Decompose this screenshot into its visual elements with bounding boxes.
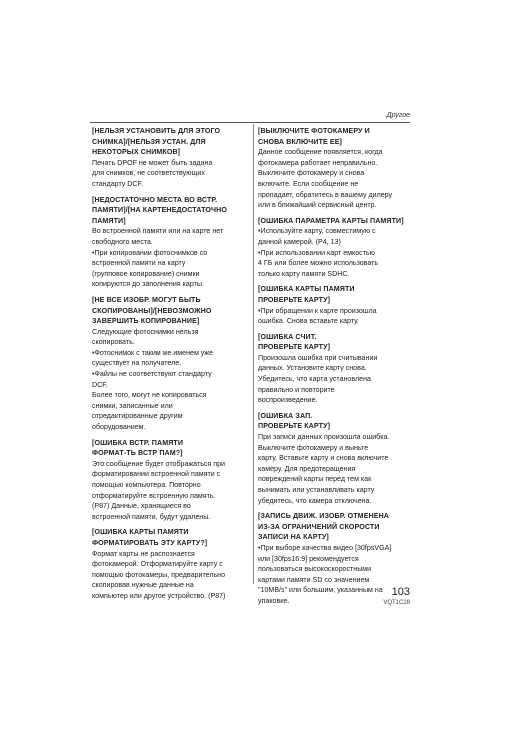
message-item xyxy=(258,216,414,280)
message-item xyxy=(258,284,414,326)
message-item xyxy=(92,527,252,601)
message-heading: [ВЫКЛЮЧИТЕ ФОТОКАМЕРУ И СНОВА ВКЛЮЧИТЕ ЕЕ] xyxy=(258,127,370,146)
message-heading: [ОШИБКА ПАРАМЕТРА КАРТЫ ПАМЯТИ] xyxy=(258,216,404,225)
message-heading: [ОШИБКА СЧИТ. ПРОВЕРЬТЕ КАРТУ] xyxy=(258,332,331,352)
message-text: •Используйте карту, совместимую с данной камерой. (P4, 13) •При использовании карт емкостью 4 ГБ или более можно использовать только карту памяти SDHC. xyxy=(258,227,379,278)
message-item xyxy=(258,511,414,606)
message-item xyxy=(92,126,252,190)
message-text: •При выборе качества видео [30fpsVGA] или [30fps16:9] рекомендуется пользоваться высокоскоростными картами памяти SD со значением "10MB/s" или большим, указанным на упаковке. xyxy=(258,543,392,605)
message-heading: [НЕЛЬЗЯ УСТАНОВИТЬ ДЛЯ ЭТОГО СНИМКА]/[НЕЛЬЗЯ УСТАН. ДЛЯ НЕКОТОРЫХ СНИМКОВ] xyxy=(92,127,221,157)
message-heading: [ОШИБКА ЗАП. ПРОВЕРЬТЕ КАРТУ] xyxy=(258,411,331,431)
message-heading: [ОШИБКА КАРТЫ ПАМЯТИ ФОРМАТИРОВАТЬ ЭТУ КАРТУ?] xyxy=(92,528,208,547)
document-code: VQT1C28 xyxy=(383,600,410,606)
page-number: 103 xyxy=(391,586,410,598)
message-item xyxy=(258,332,414,406)
message-heading: [НЕ ВСЕ ИЗОБР. МОГУТ БЫТЬ СКОПИРОВАНЫ]/[НЕВОЗМОЖНО ЗАВЕРШИТЬ КОПИРОВАНИЕ] xyxy=(92,295,212,326)
message-text: Формат карты не распознается фотокамерой. Отформатируйте карту с помощью фотокамеры, предварительно скопировав нужные данные на компьютер или другое устройство. (P87) xyxy=(92,549,226,600)
section-label: Другое xyxy=(386,112,410,119)
message-text: Следующие фотоснимки нельзя скопировать. •Фотоснимок с таким же именем уже существует на получателе. •Файлы не соответствуют стандарту DCF. Более того, могут не копироваться снимки, записанные или отредактированные другим оборудованием. xyxy=(92,327,214,432)
message-item xyxy=(258,126,414,211)
message-text: •При обращении к карте произошла ошибка. Снова вставьте карту. xyxy=(258,306,377,326)
message-text: Во встроенной памяти или на карте нет свободного места. •При копировании фотоснимков со встроенной памяти на карту (групповое копирование) снимки копируются до заполнения карты. xyxy=(92,227,224,289)
message-heading: [ОШИБКА КАРТЫ ПАМЯТИ ПРОВЕРЬТЕ КАРТУ] xyxy=(258,285,355,304)
header-rule xyxy=(90,122,410,123)
message-item xyxy=(92,295,252,433)
message-item xyxy=(92,438,252,523)
message-item xyxy=(92,195,252,290)
message-text: Это сообщение будет отображаться при форматировании встроенной памяти с помощью компьютера. Повторно отформатируйте встроенную память. (P87) Данные, хранящиеся во встроенной памяти, будут удалены. xyxy=(92,459,225,521)
message-item xyxy=(258,411,414,506)
column-divider xyxy=(253,124,254,584)
message-heading: [ОШИБКА ВСТР. ПАМЯТИ ФОРМАТ-ТЬ ВСТР ПАМ?] xyxy=(92,438,184,458)
message-text: Произошла ошибка при считывании данных. Установите карту снова. Убедитесь, что карта установлена правильно и повторите воспроизведение. xyxy=(258,353,378,405)
message-text: При записи данных произошла ошибка. Выключите фотокамеру и выньте карту. Вставьте карту и снова включите камеру. Для предотвращения повреждений карты перед тем как вынимать или устанавливать карту убедитесь, что камера отключена. xyxy=(258,433,390,505)
right-column xyxy=(258,126,414,612)
message-text: Печать DPOF не может быть задана для снимков, не соответствующих стандарту DCF. xyxy=(92,158,213,188)
left-column xyxy=(92,126,252,607)
message-heading: [ЗАПИСЬ ДВИЖ. ИЗОБР. ОТМЕНЕНА ИЗ-ЗА ОГРАНИЧЕНИЙ СКОРОСТИ ЗАПИСИ НА КАРТУ] xyxy=(258,512,390,542)
message-heading: [НЕДОСТАТОЧНО МЕСТА ВО ВСТР. ПАМЯТИ]/[НА КАРТЕНЕДОСТАТОЧНО ПАМЯТИ] xyxy=(92,195,227,225)
message-text: Данное сообщение появляется, когда фотокамера работает неправильно. Выключите фотокамеру и снова включите. Если сообщение не пропадает, обратитесь в вашему дилеру или в ближайший сервисный центр. xyxy=(258,148,393,210)
